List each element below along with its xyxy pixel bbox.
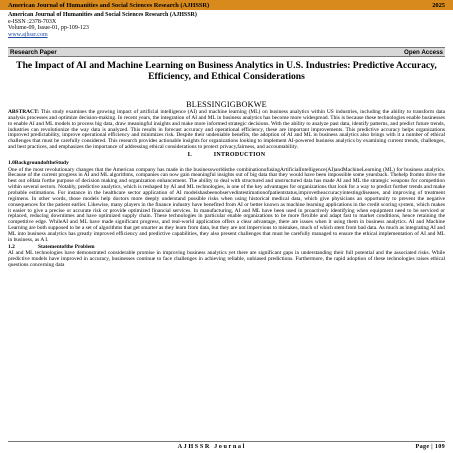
subsection-heading-background: 1.0BackgroundoftheStudy <box>8 159 69 166</box>
journal-banner-year: 2025 <box>432 1 445 9</box>
footer-journal: AJHSSR Journal <box>177 443 246 450</box>
footer-page-number: Page | 109 <box>415 443 445 450</box>
journal-website-link[interactable]: www.ajhssr.com <box>8 31 48 38</box>
access-label: Open Access <box>404 48 443 56</box>
article-type-bar <box>8 47 445 57</box>
subsection-title: Statementofthe Problem <box>38 243 95 250</box>
paper-title: The Impact of AI and Machine Learning on Business Analytics in U.S. Industries: Predictive Accuracy, Efficiency, and Ethical Considerations <box>16 60 437 82</box>
paper-body <box>8 110 445 269</box>
paper-author: BLESSINGIGBOKWE <box>186 100 267 109</box>
abstract-label: ABSTRACT: <box>8 109 40 115</box>
journal-banner <box>0 0 453 10</box>
section-heading <box>8 153 445 159</box>
abstract-paragraph <box>8 110 445 151</box>
journal-issn: e-ISSN :2378-703X <box>8 18 57 25</box>
section-title: INTRODUCTION <box>213 151 266 158</box>
journal-meta <box>8 12 197 38</box>
journal-name: American Journal of Humanities and Social Sciences Research (AJHSSR) <box>8 12 197 18</box>
abstract-text: This study examines the growing impact of artificial intelligence (AI) and machine learning (ML) on business analytics within US industries, including the ability to transform data analysis processes and optimize decision-making. In recent years, the integration of AI and ML in business analytics has become more widespread. This is because these technologies enable businesses to enable AI and ML models to process big data, draw meaningful insights and make more informed strategic decisions. With the ability to analyze past data, identify patterns, and predict future trends, industries can revolutionize the way data is analyzed. This results in forecast accuracy and operational efficiency, these are important improvements. This predictive accuracy helps organizations improved predictability, improve operational efficiency and minimizes risk. Despite their undeniable benefits, the adoption of AI and ML in business analytics also brings with it a number of ethical challenges that must be carefully considered. This research provides actionable insights for organizations looking to implement AI-powered business analytics by examining current trends, challenges, and best practices, and emphasizes the importance of addressing ethical considerations to protect privacy,fairness, and accountability. <box>8 109 446 151</box>
journal-banner-text: American Journal of Humanities and Social Sciences Research (AJHSSR) <box>8 1 210 9</box>
journal-volume-issue: Volume-09, Issue-01, pp-109-123 <box>8 25 89 32</box>
article-type-label: Research Paper <box>10 48 57 56</box>
problem-paragraph: AI and ML technologies have demonstrated considerable promise in improving business analytics yet there are significant gaps in understanding their full potential and the associated risks. While predictive models have improved in accuracy, businesses continue to face challenges in achieving reliable, unbiased predictions. Furthermore, the rapid adoption of these technologies raises ethical questions concerning data <box>8 250 445 269</box>
page-footer <box>8 441 445 451</box>
intro-paragraph: One of the most revolutionary changes that the American company has made in the businessworldisthe combinationofusingArtificialIntelligence(AI)andMachineLearning (ML) for business analytics. Because of the current progress in AI and ML algorithms, companies can now gain meaningful insights out of big data that they would have been impossible some yearsback. Thehelp fromto drive the best out ofdata forthe purpose of decision making and organization enhancement. The ability to deal with structured and unstructured data has made AI and ML the strategic weapons for competition within several sectors. Notably, predictive analytics, which is reshaped by AI and ML technologies, is one of the key advantages for organizations that look for a way to predict further trends and make probable estimations. For instance in the healthcare sector application of AI modelshasbeenobservedintestimationofpatientstatus,improvetheaccuracyintestingdiseases, and improving of treatment regimens. In other words, those models help doctors more deeply understand possible risks when using historical medical data, which give physicians an opportunity to prevent the negative consequences for the patient earlier. Likewise, many players in the finance industry have benefited from AI or better known as machine learning applications in the credit scoring system, which makes it easier to give a precise or accurate risk or provide optimized financial services. In manufacturing, AI and ML have been used in proactively identifying when equipment need to be serviced or replaced, reducing downtimes and have optimized supply chain. These technologies in particular enable organizations to be more flexible and adapt fast to market conditions, hence retaining the competitive edge. WhileAI and ML have made significant progress, and real-world application offers a clear advantage, there are issues when it using them in business analytics. AI and Machine Learning are both supposed to be a set of algorithms that get smarter as they learn from data, but they are not impervious to mistakes, much of which stem from bad data. As much as integrating AI and ML into business analytics has greatly improved efficiency and predictive capabilities, they also present challenges that must be carefully managed to ensure the ethical implementation of AI and ML in business, as A I. <box>8 166 445 243</box>
subsection-number: 1.2 <box>8 243 15 250</box>
section-number: I. <box>187 151 193 158</box>
